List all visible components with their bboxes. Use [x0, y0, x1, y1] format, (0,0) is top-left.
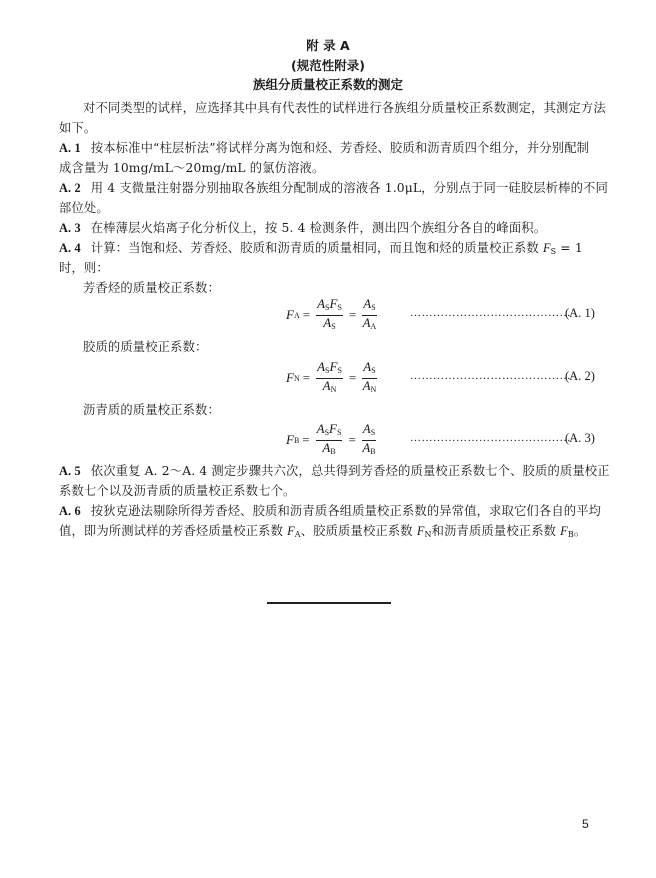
fraction [362, 360, 376, 397]
var-sub: S [324, 427, 330, 437]
intro-line-2: 如下。 [59, 121, 97, 135]
equation-number: (A. 3) [565, 431, 595, 445]
clause-text: 按狄克逊法剔除所得芳香烃、胶质和沥青质各组质量校正系数的异常值，求取它们各自的平均 [90, 504, 602, 518]
var-sub: S [337, 427, 342, 437]
clause-a4-cont: 时，则： [59, 261, 109, 275]
clause-text: = 1 [556, 241, 583, 255]
var-sub: S [337, 365, 342, 375]
clause-a1 [59, 139, 619, 157]
clause-text: 按本标准中“柱层析法”将试样分离为饱和烃、芳香烃、胶质和沥青质四个组分，并分别配制 [90, 141, 590, 155]
clause-a1-cont: 成含量为 10mg/mL～20mg/mL 的氯仿溶液。 [59, 161, 325, 175]
var: A [362, 314, 371, 330]
clause-a5-cont: 系数七个以及沥青质的质量校正系数七个。 [59, 484, 296, 498]
formula-a1 [0, 295, 656, 335]
page-number: 5 [582, 817, 589, 831]
clause-label: A. 3 [59, 221, 81, 235]
clause-a2-cont: 部位处。 [59, 201, 109, 215]
clause-a2 [59, 179, 619, 197]
var: A [317, 358, 326, 374]
leader-dots: …………………………………… [410, 307, 571, 319]
equals-sign: = [348, 370, 357, 385]
var-sub: S [331, 321, 336, 331]
equation-number: (A. 1) [565, 306, 595, 320]
leader-dots: …………………………………… [410, 432, 571, 444]
clause-label: A. 2 [59, 181, 81, 195]
fraction [362, 297, 376, 334]
symbol-sub: N [424, 530, 432, 539]
clause-a6 [59, 502, 619, 520]
var-sub: B [330, 446, 336, 456]
clause-text: 依次重复 A. 2～A. 4 测定步骤共六次，总共得到芳香烃的质量校正系数七个、胶质的质量校正 [90, 464, 610, 478]
fraction [316, 297, 343, 334]
var: F [329, 420, 337, 436]
clause-label: A. 4 [59, 241, 81, 255]
fraction [316, 422, 343, 459]
appendix-nature: (规范性附录) [291, 58, 365, 73]
var-sub: S [371, 302, 376, 312]
equals-sign: = [302, 307, 311, 322]
clause-text: 。 [573, 524, 587, 538]
var: A [323, 314, 332, 330]
symbol-sub: A [294, 530, 301, 539]
formula-caption-1: 芳香烃的质量校正系数： [83, 281, 220, 295]
formula-a3 [0, 420, 656, 460]
var-sub: S [325, 302, 330, 312]
var-sub: S [337, 302, 342, 312]
end-rule [267, 602, 391, 604]
var: A [322, 377, 331, 393]
leader-dots: …………………………………… [410, 370, 571, 382]
symbol-fb: F [560, 524, 568, 538]
symbol-sub: S [550, 247, 557, 256]
var-sub: B [370, 446, 376, 456]
formula-a2 [0, 358, 656, 398]
var: A [362, 439, 371, 455]
clause-a5 [59, 462, 619, 480]
intro-line-1: 对不同类型的试样，应选择其中具有代表性的试样进行各族组分质量校正系数测定，其测定方法 [83, 101, 606, 115]
var-sub: A [370, 321, 377, 331]
var: A [316, 420, 325, 436]
clause-text: 和沥青质质量校正系数 [431, 524, 561, 538]
formula-lhs: F [286, 432, 294, 447]
var: F [329, 358, 338, 374]
var-sub: S [371, 365, 376, 375]
var: A [317, 295, 326, 311]
clause-text: 在棒薄层火焰离子化分析仪上，按 5. 4 检测条件，测出四个族组分各自的峰面积。 [90, 221, 547, 235]
appendix-heading: 附 录 A [306, 38, 350, 53]
formula-lhs: F [286, 307, 294, 322]
formula-sub: N [293, 373, 300, 383]
formula-caption-2: 胶质的质量校正系数： [83, 340, 208, 354]
formula-caption-3: 沥青质的质量校正系数： [83, 403, 220, 417]
clause-a6-cont [59, 522, 619, 544]
fraction [316, 360, 343, 397]
clause-a3 [59, 219, 619, 237]
var: A [363, 295, 372, 311]
clause-text: 用 4 支微量注射器分别抽取各族组分配制成的溶液各 1.0μL，分别点于同一硅胶层析棒的不同 [90, 181, 608, 195]
equation-number: (A. 2) [565, 369, 595, 383]
var: A [362, 377, 371, 393]
var: F [329, 295, 338, 311]
symbol-fs: F [542, 241, 551, 255]
symbol-fa: F [287, 524, 295, 538]
var: A [322, 439, 331, 455]
clause-label: A. 6 [59, 504, 81, 518]
equals-sign: = [302, 432, 310, 447]
clause-text: 计算：当饱和烃、芳香烃、胶质和沥青质的质量相同，而且饱和烃的质量校正系数 [90, 241, 543, 255]
appendix-title: 族组分质量校正系数的测定 [252, 77, 403, 92]
var-sub: S [370, 427, 376, 437]
clause-text: 、胶质质量校正系数 [300, 524, 417, 538]
clause-label: A. 5 [59, 464, 81, 478]
symbol-sub: B [567, 530, 574, 539]
formula-sub: B [293, 435, 300, 445]
symbol-fn: F [416, 524, 425, 538]
clause-text: 值，即为所测试样的芳香烃质量校正系数 [59, 524, 288, 538]
var: A [363, 358, 372, 374]
var-sub: N [370, 384, 377, 394]
clause-label: A. 1 [59, 141, 81, 155]
fraction [362, 422, 376, 459]
clause-a4 [59, 239, 619, 261]
formula-lhs: F [286, 370, 294, 385]
equals-sign: = [302, 370, 311, 385]
equals-sign: = [348, 432, 356, 447]
var-sub: N [330, 384, 337, 394]
var: A [362, 420, 371, 436]
formula-sub: A [293, 310, 300, 320]
equals-sign: = [348, 307, 357, 322]
var-sub: S [325, 365, 330, 375]
